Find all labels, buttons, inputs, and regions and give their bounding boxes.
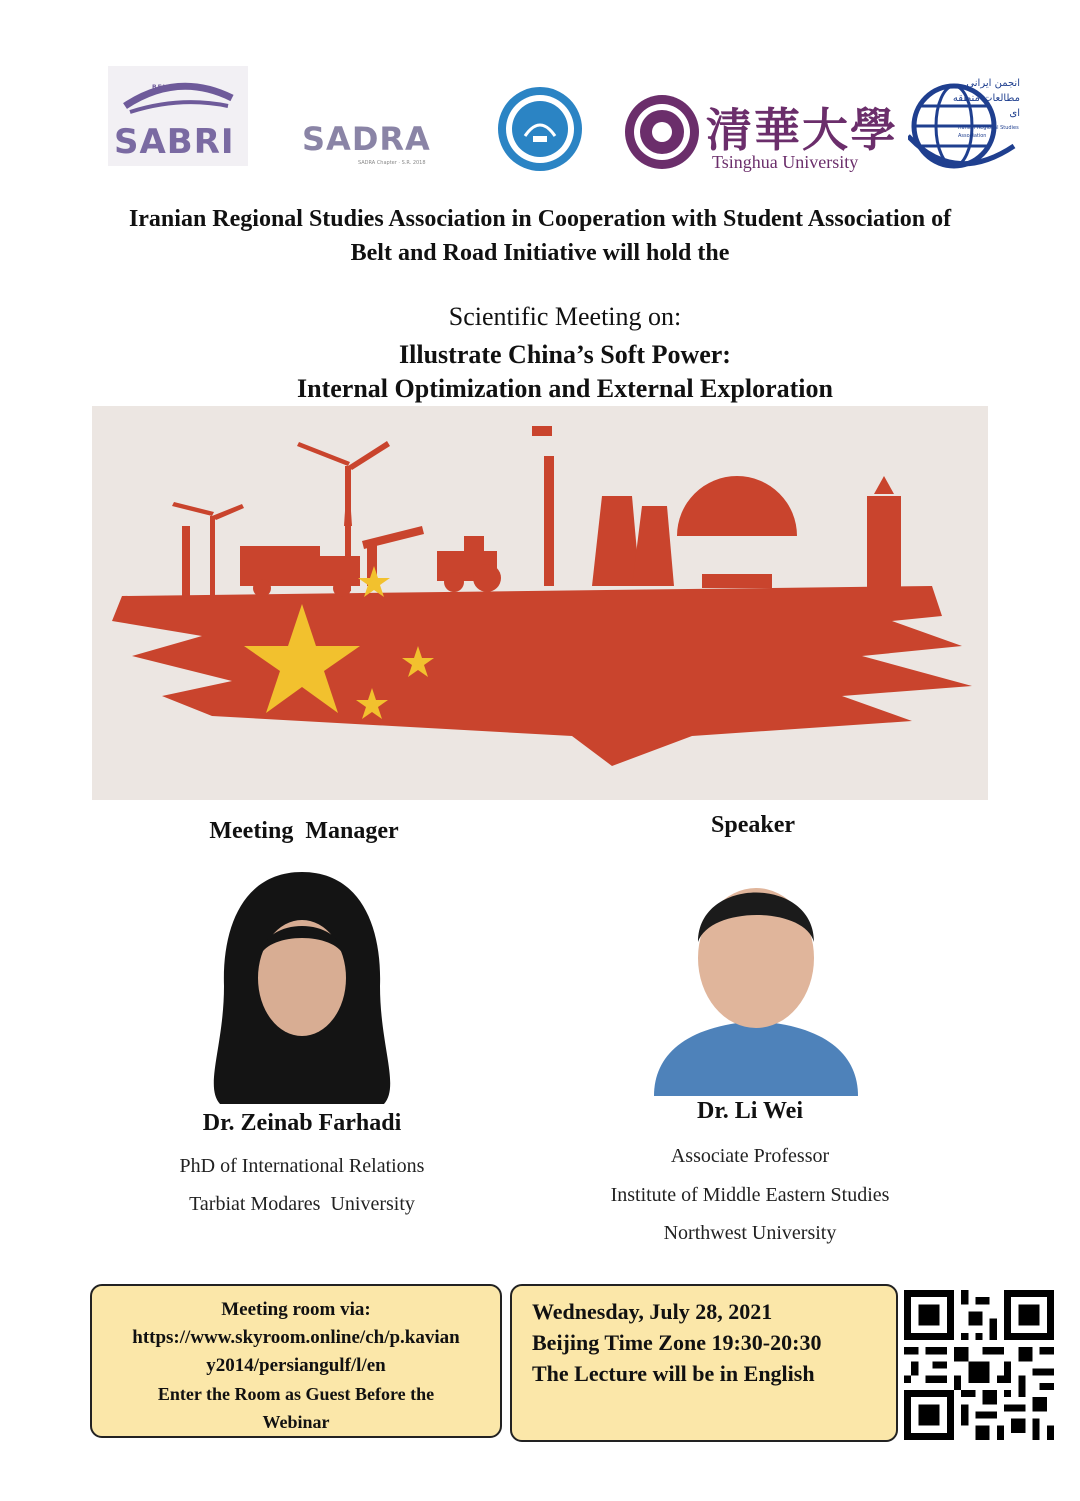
irsa-persian-name: انجمن ایرانی مطالعات منطقه ای	[952, 78, 1020, 119]
meeting-room-note-line-1: Enter the Room as Guest Before the	[157, 1384, 435, 1404]
irsa-english-name: Iranian Regional Studies Association	[958, 125, 1019, 139]
sadra-wordmark: SADRA	[302, 120, 431, 158]
meeting-room-link-continued[interactable]: y2014/persiangulf/l/en	[206, 1355, 386, 1376]
sabri-wordmark: SABRI	[114, 122, 235, 162]
schedule-language: The Lecture will be in English	[532, 1361, 815, 1386]
speaker-photo	[654, 846, 858, 1096]
sabri-tagline: BELT+ROAD	[152, 84, 201, 91]
sabri-logo	[108, 66, 248, 166]
meeting-room-box	[90, 1284, 502, 1438]
speaker-position: Associate Professor	[670, 1145, 830, 1167]
tsinghua-chinese-name: 清華大學	[706, 103, 898, 157]
organizer-line-2: Belt and Road Initiative will hold the	[350, 240, 730, 266]
logo-row	[100, 60, 1040, 180]
organizer-announcement	[60, 202, 1020, 270]
meeting-title-line-2: Internal Optimization and External Exploration	[297, 374, 833, 403]
organizer-line-1: Iranian Regional Studies Association in Cooperation with Student Association of	[128, 206, 952, 232]
speaker-university: Northwest University	[663, 1222, 837, 1244]
manager-degree: PhD of International Relations	[179, 1155, 425, 1177]
qr-code[interactable]	[904, 1290, 1054, 1440]
university-of-tehran-seal-icon	[495, 84, 585, 174]
manager-name: Dr. Zeinab Farhadi	[202, 1110, 402, 1136]
meeting-title-line-1: Illustrate China’s Soft Power:	[399, 340, 731, 369]
tsinghua-seal-icon	[622, 92, 702, 172]
meeting-room-label: Meeting room via:	[221, 1299, 371, 1320]
schedule-date: Wednesday, July 28, 2021	[532, 1299, 773, 1324]
meeting-room-link[interactable]: https://www.skyroom.online/ch/p.kavian	[132, 1327, 460, 1348]
speaker-institute: Institute of Middle Eastern Studies	[610, 1184, 890, 1206]
sabri-swoosh-icon	[120, 76, 236, 116]
schedule-time: Beijing Time Zone 19:30-20:30	[532, 1330, 822, 1355]
speaker-name: Dr. Li Wei	[696, 1098, 804, 1124]
manager-role-label: Meeting Manager	[209, 818, 399, 844]
schedule-box	[510, 1284, 898, 1442]
meeting-room-note-line-2: Webinar	[262, 1412, 330, 1432]
china-industry-flag-illustration	[92, 406, 988, 800]
sadra-logo	[298, 110, 448, 170]
manager-university: Tarbiat Modares University	[189, 1193, 415, 1215]
manager-photo	[204, 866, 400, 1106]
meeting-intro: Scientific Meeting on:	[448, 302, 682, 331]
speaker-role-label: Speaker	[711, 812, 795, 838]
tsinghua-english-name: Tsinghua University	[712, 152, 859, 172]
sadra-tagline: SADRA Chapter · S.R. 2018	[358, 160, 426, 166]
